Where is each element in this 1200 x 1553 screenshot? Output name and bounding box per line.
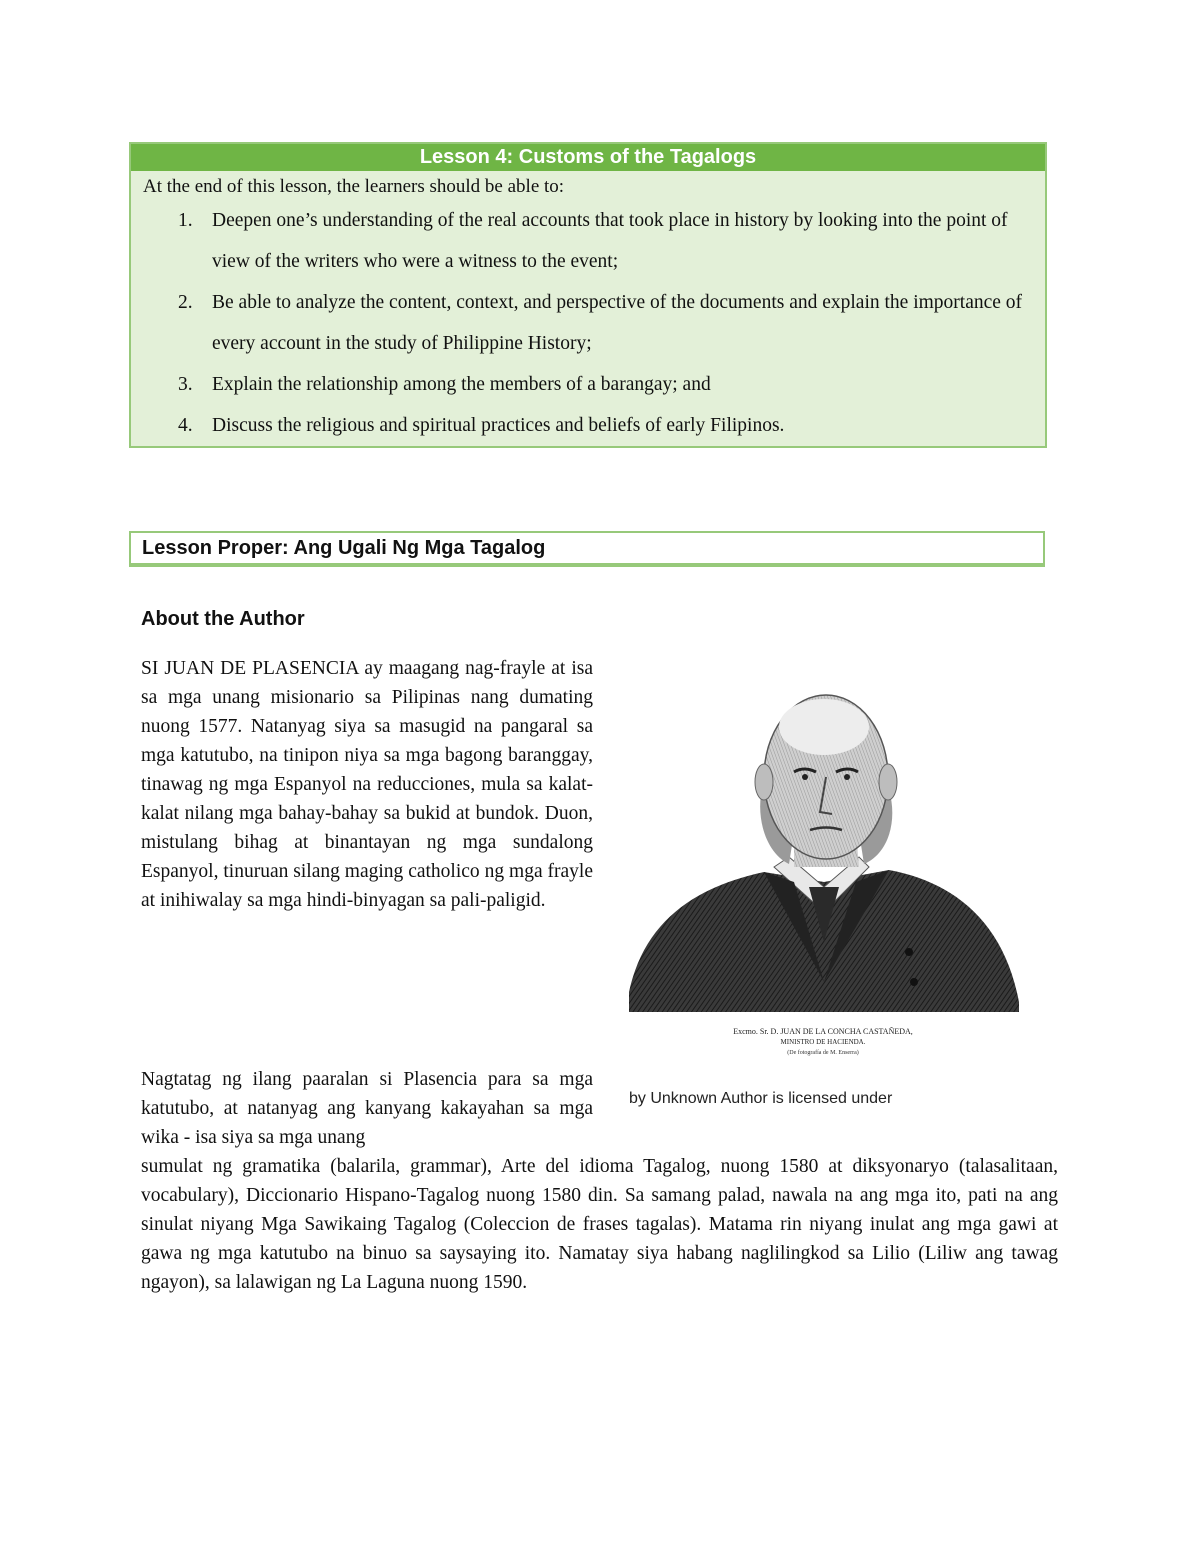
- portrait-caption-line-3: (De fotografía de M. Enserra): [787, 1050, 859, 1056]
- lesson-proper-title: Lesson Proper: Ang Ugali Ng Mga Tagalog: [142, 537, 546, 559]
- portrait-caption-line-2: MINISTRO DE HACIENDA.: [780, 1038, 866, 1046]
- objectives-list: [131, 200, 1045, 446]
- about-author-heading: About the Author: [141, 608, 305, 630]
- lesson-proper-box: [129, 531, 1045, 567]
- objective-number: 2.: [178, 292, 193, 313]
- portrait-caption-line-1: Excmo. Sr. D. JUAN DE LA CONCHA CASTAÑEDA,: [733, 1027, 913, 1036]
- objective-number: 1.: [178, 210, 193, 231]
- lesson-title: Lesson 4: Customs of the Tagalogs: [131, 144, 1045, 171]
- objective-item: [131, 282, 1045, 364]
- objective-text: Explain the relationship among the members of a barangay; and: [212, 374, 711, 395]
- author-portrait-image: [624, 682, 1022, 1060]
- objective-text: Be able to analyze the content, context, and perspective of the documents and explain the importance of every account in the study of Philippine History;: [212, 292, 1023, 354]
- author-paragraph-1: SI JUAN DE PLASENCIA ay maagang nag-frayle at isa sa mga unang misionario sa Pilipinas nang dumating nuong 1577. Natanyag siya sa masugid na pangaral sa mga katutubo, na tinipon niya sa mga bagong baranggay, tinawag ng mga Espanyol na reducciones, mula sa kalat-kalat nilang mga bahay-bahay sa bukid at bundok. Duon, mistulang bihag at binantayan ng mga sundalong Espanyol, tinuruan silang maging catholico ng mga frayle at inihiwalay sa mga hindi-binyagan sa pali-paligid.: [141, 658, 593, 911]
- objective-item: [131, 200, 1045, 282]
- author-paragraph-2-start: Nagtatag ng ilang paaralan si Plasencia para sa mga katutubo, at natanyag ang kanyang kakayahan sa mga wika - isa siya sa mga unang: [141, 1069, 593, 1148]
- objectives-intro: At the end of this lesson, the learners should be able to:: [143, 176, 565, 197]
- image-credit: by Unknown Author is licensed under: [629, 1090, 893, 1107]
- author-paragraph-2-continued: sumulat ng gramatika (balarila, grammar), Arte del idioma Tagalog, nuong 1580 at diksyonaryo (talasalitaan, vocabulary), Diccionario Hispano-Tagalog nuong 1580 din. Sa samang palad, nawala na ang mga ito, pati na ang sinulat niyang Mga Sawikaing Tagalog (Coleccion de frases tagalas). Matama rin niyang inulat ang mga gawi at gawa ng mga katutubo na binuo sa saysaying ito. Namatay siya habang naglilingkod sa Lilio (Liliw ang tawag ngayon), sa lalawigan ng La Laguna nuong 1590.: [141, 1156, 1058, 1293]
- objective-item: [131, 405, 1045, 446]
- objective-number: 3.: [178, 374, 193, 395]
- objective-text: Deepen one’s understanding of the real accounts that took place in history by looking into the point of view of the writers who were a witness to the event;: [212, 210, 1008, 272]
- objective-item: [131, 364, 1045, 405]
- objective-number: 4.: [178, 415, 193, 436]
- objective-text: Discuss the religious and spiritual practices and beliefs of early Filipinos.: [212, 415, 785, 436]
- objectives-box: [129, 142, 1047, 448]
